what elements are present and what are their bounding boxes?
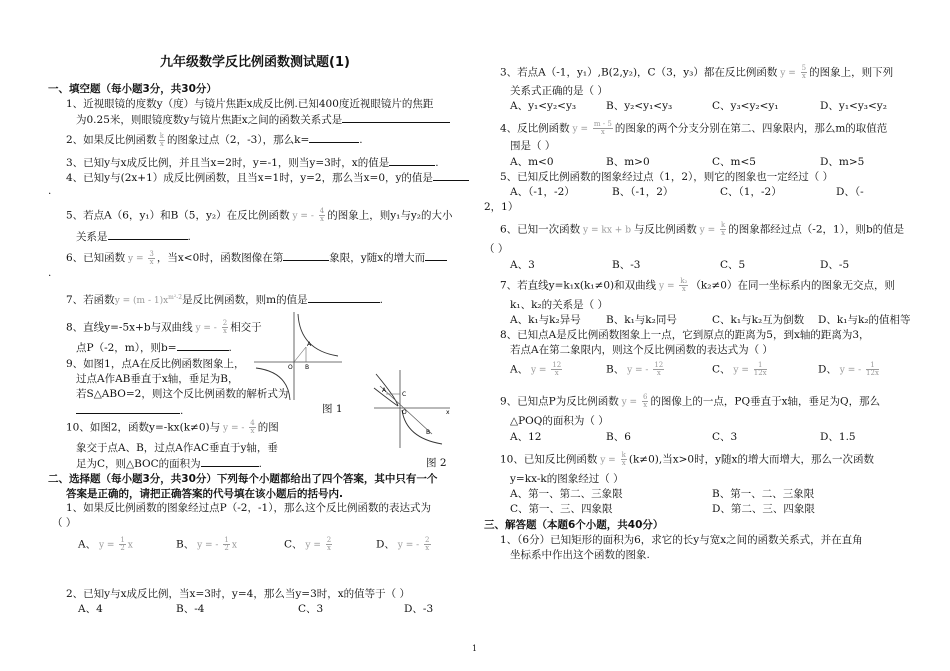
c6-option-a[interactable]: A、3 xyxy=(510,259,535,271)
c1-option-c[interactable]: C、 y = $\frac{2}{x}$ xyxy=(284,536,332,552)
c8-option-a[interactable]: A、 y = $\frac{12}{x}$ xyxy=(510,361,562,377)
c7-option-c[interactable]: C、k₁与k₂互为倒数 xyxy=(712,314,805,326)
c7-option-d[interactable]: D、k₁与k₂的值相等 xyxy=(818,314,911,326)
stray-dot: . xyxy=(48,185,52,197)
c2: 2、已知y与x成反比例，当x=3时，y=4，那么当y=3时，x的值等于（ ） xyxy=(66,588,411,600)
q6: 6、已知函数 y = $\frac{3}{x}$ ，当x<0时，函数图像在第 象限，y随x的增大而 xyxy=(66,250,447,266)
c9-option-c[interactable]: C、3 xyxy=(712,431,738,443)
s1-line2: 坐标系中作出这个函数的图象. xyxy=(510,549,650,561)
figure-2-caption: 图 2 xyxy=(426,457,447,469)
c7-option-a[interactable]: A、k₁与k₂异号 xyxy=(510,314,581,326)
c3-line1: 3、若点A（-1，y₁）,B(2,y₂)，C（3，y₃）都在反比例函数 y = $\frac{5}{x}$ 的图象上，则下列 xyxy=(500,64,894,80)
c4-option-d[interactable]: D、m>5 xyxy=(820,156,865,168)
q2-formula: $\frac{k}{x}$ xyxy=(159,131,164,148)
q9-line2: 过点A作AB垂直于x轴，垂足为B， xyxy=(76,373,239,385)
c3-option-b[interactable]: B、y₂<y₁<y₃ xyxy=(606,100,673,112)
svg-text:x: x xyxy=(446,409,450,416)
c3-option-d[interactable]: D、y₁<y₃<y₂ xyxy=(820,100,887,112)
q8-line1: 8、直线y=-5x+b与双曲线 y = - $\frac{2}{x}$ 相交于 xyxy=(66,319,262,335)
c5: 5、已知反比例函数的图象经过点（1，2），则它的图象也一定经过（ ） xyxy=(500,171,834,183)
c4-option-b[interactable]: B、m>0 xyxy=(606,156,650,168)
q9-blank: . xyxy=(76,403,183,418)
c8-option-b[interactable]: B、 y = - $\frac{12}{x}$ xyxy=(606,361,664,377)
c9-line1: 9、已知点P为反比例函数 y = $\frac{6}{x}$ 的图像上的一点，PQ垂直于x轴，垂足为Q，那么 xyxy=(500,393,881,409)
stray-dot-2: . xyxy=(48,267,52,279)
c7-line1: 7、若直线y=k₁x(k₁≠0)和双曲线 y = $\frac{\text{k₂}}{x}$ （k₂≠0）在同一坐标系内的图象无交点，则 xyxy=(500,277,895,293)
svg-text:B: B xyxy=(426,429,431,436)
c6-option-b[interactable]: B、-3 xyxy=(612,259,641,271)
c1-option-d[interactable]: D、 y = - $\frac{2}{x}$ xyxy=(376,536,430,552)
c6-line2: （ ） xyxy=(484,243,509,255)
section-choice-line2: 答案是正确的，请把正确答案的代号填在该小题后的括号内. xyxy=(66,488,343,500)
q9-line3: 若S△ABO=2，则这个反比例函数的解析式为 xyxy=(76,388,289,400)
c3-option-a[interactable]: A、y₁<y₂<y₃ xyxy=(510,100,577,112)
c5-option-c[interactable]: C、（1，-2） xyxy=(720,186,782,198)
c6-option-d[interactable]: D、-5 xyxy=(820,259,850,271)
c4-option-a[interactable]: A、m<0 xyxy=(510,156,554,168)
c1-option-a[interactable]: A、 y = $\frac{1}{2}$ x xyxy=(78,536,133,552)
c4-option-c[interactable]: C、m<5 xyxy=(712,156,756,168)
c1-line1: 1、如果反比例函数的图象经过点P（-2，-1），那么这个反比例函数的表达式为 xyxy=(66,502,431,514)
c6-option-c[interactable]: C、5 xyxy=(720,259,746,271)
q2: 2、如果反比例函数 $\frac{k}{x}$ 的图象过点（2，-3），那么k= . xyxy=(66,131,363,148)
figure-1-caption: 图 1 xyxy=(322,403,343,415)
q10-line2: 象交于点A、B，过点A作AC垂直于y轴，垂 xyxy=(76,442,278,454)
q5-line2: 关系是 . xyxy=(76,231,191,243)
c7-option-b[interactable]: B、k₁与k₂同号 xyxy=(606,314,677,326)
c10-line1: 10、已知反比例函数 y = $\frac{k}{x}$ (k≠0),当x>0时，y随x的增大而增大，那么一次函数 xyxy=(500,451,874,467)
c10-line2: y=kx-k的图象经过（ ） xyxy=(510,473,624,485)
c2-option-a[interactable]: A、4 xyxy=(78,603,103,615)
c4-line1: 4、反比例函数 y = $\frac{m - 5}{x}$ 的图象的两个分支分别在第二、四象限内，那么m的取值范 xyxy=(500,120,888,136)
c7-line2: k₁、k₂的关系是（ ） xyxy=(510,299,608,311)
c10-option-d[interactable]: D、第二、三、四象限 xyxy=(712,503,815,515)
section-answer: 三、解答题（本题6个小题，共40分） xyxy=(484,519,664,531)
c10-option-b[interactable]: B、第一、二、三象限 xyxy=(712,488,815,500)
c6-line1: 6、已知一次函数 y = kx + b 与反比例函数 y = $\frac{k}{x}$ 的图象都经过点（-2，1），则b的值是 xyxy=(500,221,905,237)
q5-line1: 5、若点A（6，y₁）和B（5，y₂）在反比例函数 y = - $\frac{4}{x}$ 的图象上，则y₁与y₂的大小 xyxy=(66,207,453,223)
c1-line2: （ ） xyxy=(52,517,77,529)
c5-tail: 2，1） xyxy=(484,201,519,213)
q10-line1: 10、如图2，函数y=-kx(k≠0)与 y = - $\frac{4}{x}$ 的图 xyxy=(66,419,279,435)
section-choice-line1: 二、选择题（每小题3分，共30分）下列每个小题都给出了四个答案，其中只有一个 xyxy=(48,473,438,485)
c8-option-c[interactable]: C、 y = $\frac{1}{12x}$ xyxy=(712,361,767,377)
c10-option-a[interactable]: A、第一、第二、三象限 xyxy=(510,488,623,500)
c2-option-b[interactable]: B、-4 xyxy=(176,603,205,615)
svg-text:O: O xyxy=(402,409,407,416)
figure-1-graph xyxy=(250,310,345,402)
svg-text:O: O xyxy=(288,364,293,371)
svg-text:A: A xyxy=(307,341,312,348)
c5-option-d[interactable]: D、（- xyxy=(836,186,864,198)
c9-option-d[interactable]: D、1.5 xyxy=(820,431,856,443)
section-fill-blank: 一、填空题（每小题3分，共30分） xyxy=(48,83,217,95)
c1-option-b[interactable]: B、 y = - $\frac{1}{2}$ x xyxy=(176,536,237,552)
c5-option-a[interactable]: A、（-1，-2） xyxy=(510,186,575,198)
q8-line2: 点P（-2，m），则b= . xyxy=(76,342,232,354)
c9-option-a[interactable]: A、12 xyxy=(510,431,542,443)
c10-option-c[interactable]: C、第一、三、四象限 xyxy=(510,503,613,515)
figure-2-graph xyxy=(372,368,452,450)
c3-option-c[interactable]: C、y₃<y₂<y₁ xyxy=(712,100,779,112)
svg-text:B: B xyxy=(305,364,310,371)
q1-line2: 为0.25米，则眼镜度数y与镜片焦距x之间的函数关系式是 xyxy=(76,112,450,127)
c2-option-d[interactable]: D、-3 xyxy=(404,603,434,615)
svg-text:C: C xyxy=(402,391,407,398)
q10-line3: 足为C，则△BOC的面积为 . xyxy=(76,458,263,470)
c8-line2: 若点A在第二象限内，则这个反比例函数的表达式为（ ） xyxy=(510,344,773,356)
c4-line2: 围是（ ） xyxy=(510,140,556,152)
svg-text:A: A xyxy=(382,387,387,394)
c2-option-c[interactable]: C、3 xyxy=(298,603,324,615)
q3: 3、已知y与x成反比例，并且当x=2时，y=-1，则当y=3时，x的值是 . xyxy=(66,157,439,169)
page-number: 1 xyxy=(472,644,478,653)
q4: 4、已知y与(2x+1）成反比例函数，且当x=1时，y=2，那么当x=0，y的值是 xyxy=(66,170,469,185)
s1-line1: 1、（6分）已知矩形的面积为6，求它的长y与宽x之间的函数关系式，并在直角 xyxy=(500,534,863,546)
c8-line1: 8、已知点A是反比例函数图象上一点，它到原点的距离为5，到x轴的距离为3， xyxy=(500,329,870,341)
q9-line1: 9、如图1，点A在反比例函数图象上， xyxy=(66,358,245,370)
c5-option-b[interactable]: B、（-1，2） xyxy=(612,186,674,198)
page-title: 九年级数学反比例函数测试题(1) xyxy=(160,55,350,70)
c3-line2: 关系式正确的是（ ） xyxy=(510,85,608,97)
q1-line1: 1、近视眼镜的度数y（度）与镜片焦距x成反比例.已知400度近视眼镜片的焦距 xyxy=(66,98,434,110)
q7: 7、若函数$y = (m - 1)x^{m^2-2}$是反比例函数，则m的值是 . xyxy=(66,294,383,306)
c9-line2: △POQ的面积为（ ） xyxy=(510,415,609,427)
c8-option-d[interactable]: D、 y = - $\frac{1}{12x}$ xyxy=(818,361,879,377)
c9-option-b[interactable]: B、6 xyxy=(606,431,631,443)
